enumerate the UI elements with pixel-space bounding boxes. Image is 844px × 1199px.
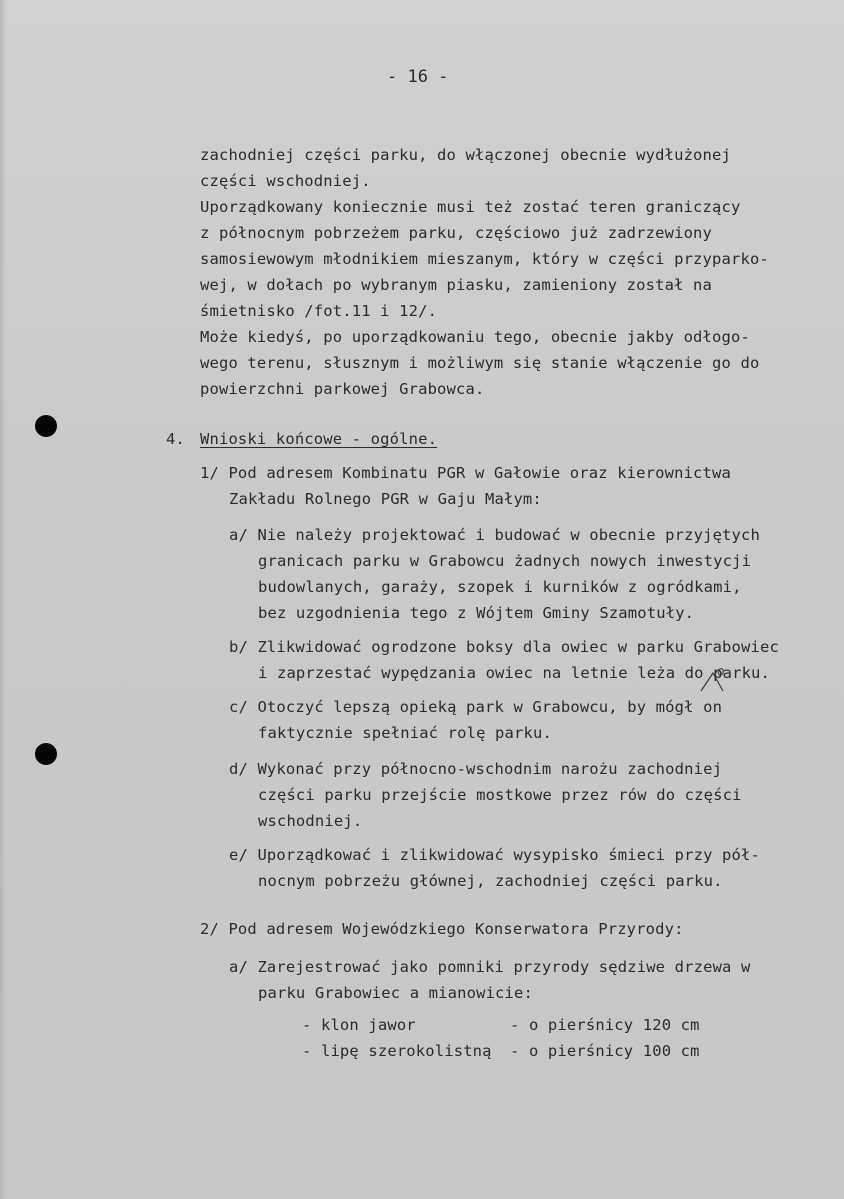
text-line: z północnym pobrzeżem parku, częściowo już zadrzewiony	[200, 224, 713, 242]
punch-hole-icon	[35, 743, 57, 765]
list-item: i zaprzestać wypędzania owiec na letnie leża do parku.	[258, 664, 771, 682]
section-number: 4.	[166, 430, 185, 448]
list-item: b/ Zlikwidować ogrodzone boksy dla owiec w parku Grabowiec	[229, 638, 779, 656]
punch-hole-icon	[35, 415, 57, 437]
page-number: - 16 -	[387, 67, 449, 87]
list-item: c/ Otoczyć lepszą opieką park w Grabowcu, by mógł on	[229, 698, 723, 716]
list-item: wschodniej.	[258, 812, 363, 830]
tree-girth: - o pierśnicy 120 cm	[510, 1016, 700, 1034]
list-item: d/ Wykonać przy północno-wschodnim narożu zachodniej	[229, 760, 723, 778]
text-line: Uporządkowany koniecznie musi też zostać teren graniczący	[200, 198, 741, 216]
text-line: powierzchni parkowej Grabowca.	[200, 380, 485, 398]
list-item: granicach parku w Grabowcu żadnych nowych inwestycji	[258, 552, 752, 570]
handwritten-correction-mark-icon	[699, 665, 731, 693]
text-line: wego terenu, słusznym i możliwym się stanie włączenie go do	[200, 354, 760, 372]
list-item: budowlanych, garaży, szopek i kurników z ogródkami,	[258, 578, 742, 596]
text-line: zachodniej części parku, do włączonej obecnie wydłużonej	[200, 146, 731, 164]
list-item: Zakładu Rolnego PGR w Gaju Małym:	[229, 490, 542, 508]
tree-species: - lipę szerokolistną	[302, 1042, 492, 1060]
text-line: wej, w dołach po wybranym piasku, zamieniony został na	[200, 276, 713, 294]
list-item: nocnym pobrzeżu głównej, zachodniej części parku.	[258, 872, 723, 890]
text-line: Może kiedyś, po uporządkowaniu tego, obecnie jakby odłogo-	[200, 328, 750, 346]
list-item: faktycznie spełniać rolę parku.	[258, 724, 552, 742]
tree-species: - klon jawor	[302, 1016, 416, 1034]
text-line: samosiewowym młodnikiem mieszanym, który w części przyparko-	[200, 250, 769, 268]
list-item: a/ Zarejestrować jako pomniki przyrody sędziwe drzewa w	[229, 958, 751, 976]
page-edge-shadow	[0, 0, 6, 1199]
list-item: bez uzgodnienia tego z Wójtem Gminy Szamotuły.	[258, 604, 695, 622]
text-line: śmietnisko /fot.11 i 12/.	[200, 302, 438, 320]
text-line: części wschodniej.	[200, 172, 371, 190]
tree-girth: - o pierśnicy 100 cm	[510, 1042, 700, 1060]
list-item: a/ Nie należy projektować i budować w obecnie przyjętych	[229, 526, 760, 544]
section-heading: Wnioski końcowe - ogólne.	[200, 430, 438, 448]
list-item: 1/ Pod adresem Kombinatu PGR w Gałowie oraz kierownictwa	[200, 464, 731, 482]
list-item: e/ Uporządkować i zlikwidować wysypisko śmieci przy pół-	[229, 846, 760, 864]
list-item: parku Grabowiec a mianowicie:	[258, 984, 533, 1002]
list-item: 2/ Pod adresem Wojewódzkiego Konserwatora Przyrody:	[200, 920, 684, 938]
list-item: części parku przejście mostkowe przez rów do części	[258, 786, 742, 804]
